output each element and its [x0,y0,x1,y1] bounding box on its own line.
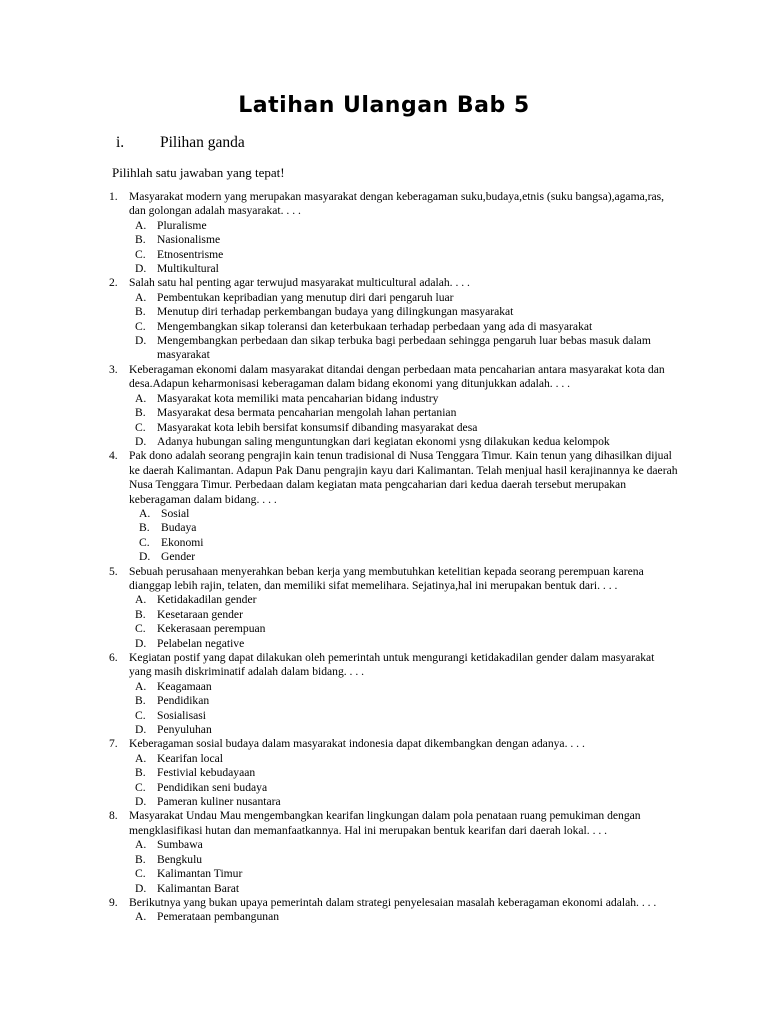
answer-option [129,593,678,607]
answer-option [129,262,678,276]
option-letter: A. [135,751,147,765]
option-text: Masyarakat kota lebih bersifat konsumsif dibanding masyarakat desa [157,420,478,434]
option-text: Masyarakat kota memiliki mata pencaharian bidang industry [157,391,439,405]
option-letter: B. [135,406,146,420]
option-text: Pendidikan seni budaya [157,780,268,794]
answer-option [129,421,678,435]
option-text: Menutup diri terhadap perkembangan budaya yang dilingkungan masyarakat [157,305,514,319]
option-text: Sosial [161,506,190,520]
option-text: Etnosentrisme [157,247,224,261]
option-letter: D. [135,334,147,348]
answer-options [129,219,678,277]
question-item [0,651,768,737]
option-letter: C. [139,535,150,549]
answer-option [129,305,678,319]
answer-option [129,709,678,723]
option-text: Mengembangkan perbedaan dan sikap terbuka bagi perbedaan sehingga pengaruh luar bebas masuk dalam masyarakat [157,334,651,362]
question-text: Masyarakat Undau Mau mengembangkan kearifan lingkungan dalam pola penataan ruang pemukiman dengan mengklasifikasi hutan dan memanfaatkannya. Hal ini merupakan bentuk kearifan dari daerah lokal. . . . [129,809,641,837]
answer-option [129,291,678,305]
option-text: Bengkulu [157,852,203,866]
question-item [0,449,768,564]
answer-option [129,608,678,622]
answer-option [129,680,678,694]
question-text: Salah satu hal penting agar terwujud masyarakat multicultural adalah. . . . [129,276,470,290]
answer-options [129,680,678,738]
option-letter: D. [135,262,147,276]
question-item [0,276,768,362]
option-text: Festivial kebudayaan [157,766,256,780]
question-number: 2. [109,276,118,290]
question-item [0,896,768,925]
answer-option [129,882,678,896]
answer-option [129,637,678,651]
option-text: Mengembangkan sikap toleransi dan keterbukaan terhadap perbedaan yang ada di masyarakat [157,319,593,333]
answer-option [129,867,678,881]
answer-option [129,248,678,262]
answer-option [129,838,678,852]
answer-options [129,291,678,363]
option-text: Pelabelan negative [157,636,245,650]
question-item [0,363,768,449]
option-text: Nasionalisme [157,233,221,247]
answer-option [129,233,678,247]
section-heading [116,134,245,152]
answer-option [129,622,678,636]
option-text: Pluralisme [157,218,207,232]
question-item [0,190,768,276]
question-number: 8. [109,809,118,823]
answer-option [129,406,678,420]
option-letter: D. [135,881,147,895]
option-text: Sosialisasi [157,708,206,722]
answer-options [129,910,678,924]
question-text: Kegiatan postif yang dapat dilakukan oleh pemerintah untuk mengurangi ketidakadilan gender dalam masyarakat yang masih diskriminatif adalah dalam bidang. . . . [129,651,655,679]
question-text: Berikutnya yang bukan upaya pemerintah dalam strategi penyelesaian masalah keberagaman ekonomi adalah. . . . [129,895,657,909]
answer-options [129,838,678,896]
answer-options [129,507,678,565]
question-item [0,565,768,651]
answer-option [129,550,678,564]
answer-option [129,392,678,406]
question-number: 9. [109,895,118,909]
answer-option [129,334,678,363]
option-letter: D. [135,636,147,650]
section-label: Pilihan ganda [160,134,245,151]
section-number: i. [116,134,125,151]
option-letter: B. [135,233,146,247]
answer-option [129,694,678,708]
option-letter: C. [135,708,146,722]
question-list [0,190,768,925]
option-text: Ketidakadilan gender [157,593,257,607]
option-text: Kearifan local [157,751,223,765]
answer-option [129,320,678,334]
question-text: Sebuah perusahaan menyerahkan beban kerja yang membutuhkan ketelitian kepada seorang perempuan karena dianggap lebih rajin, telaten, dan memiliki sifat memelihara. Sejatinya,hal ini merupakan bentuk dari. . . . [129,564,644,592]
question-item [0,737,768,809]
question-number: 1. [109,190,118,203]
instruction-text: Pilihlah satu jawaban yang tepat! [112,165,285,180]
answer-option [129,766,678,780]
option-letter: D. [135,795,147,809]
answer-options [129,593,678,651]
option-letter: C. [135,780,146,794]
option-letter: B. [139,521,150,535]
option-text: Kalimantan Timur [157,867,243,881]
option-letter: A. [135,838,147,852]
option-text: Pemerataan pembangunan [157,910,280,924]
question-text: Keberagaman ekonomi dalam masyarakat ditandai dengan perbedaan mata pencaharian antara masyarakat kota dan desa.Adapun keharmonisasi keberagaman dalam bidang ekonomi yang ditunjukkan adalah. . . . [129,362,665,391]
question-number: 5. [109,564,118,578]
option-letter: D. [135,723,147,737]
option-letter: C. [135,622,146,636]
option-letter: C. [135,319,146,333]
option-text: Keagamaan [157,679,212,693]
option-text: Budaya [161,521,197,535]
answer-option [129,521,678,535]
option-letter: A. [135,391,147,405]
answer-option [129,752,678,766]
option-text: Multikultural [157,262,219,276]
question-number: 6. [109,651,118,664]
option-letter: D. [135,434,147,448]
question-text: Masyarakat modern yang merupakan masyarakat dengan keberagaman suku,budaya,etnis (suku bangsa),agama,ras, dan golongan adalah masyarakat. . . . [129,190,665,218]
option-text: Kekerasaan perempuan [157,622,266,636]
option-letter: A. [135,593,147,607]
answer-option [129,536,678,550]
option-text: Penyuluhan [157,723,212,737]
option-letter: A. [135,218,147,232]
answer-option [129,219,678,233]
option-text: Pendidikan [157,694,210,708]
answer-option [129,723,678,737]
option-text: Pameran kuliner nusantara [157,795,281,809]
option-letter: A. [139,506,151,520]
option-text: Kalimantan Barat [157,881,240,895]
question-number: 7. [109,737,118,751]
answer-options [129,392,678,450]
option-text: Ekonomi [161,535,204,549]
option-letter: C. [135,420,146,434]
option-letter: B. [135,607,146,621]
answer-option [129,781,678,795]
option-text: Masyarakat desa bermata pencaharian mengolah lahan pertanian [157,406,457,420]
page-title: Latihan Ulangan Bab 5 [238,93,530,118]
option-text: Kesetaraan gender [157,607,243,621]
option-letter: B. [135,852,146,866]
question-number: 3. [109,362,118,376]
option-text: Sumbawa [157,838,203,852]
question-text: Pak dono adalah seorang pengrajin kain tenun tradisional di Nusa Tenggara Timur. Kain tenun yang dihasilkan dijual ke daerah Kalimantan. Adapun Pak Danu pengrajin kayu dari Kalimantan. Telah menjual hasil kerajinannya ke daerah Nusa Tenggara Timur. Perbedaan dalam kegiatan mata pengcaharian dari kedua daerah tersebut merupakan keberagaman dalam bidang. . . . [129,449,678,506]
question-text: Keberagaman sosial budaya dalam masyarakat indonesia dapat dikembangkan dengan adanya. . . . [129,737,585,751]
option-letter: B. [135,766,146,780]
option-letter: A. [135,290,147,304]
question-number: 4. [109,449,118,463]
answer-option [129,853,678,867]
question-item [0,809,768,895]
option-letter: C. [135,867,146,881]
option-text: Pembentukan kepribadian yang menutup diri dari pengaruh luar [157,290,454,304]
option-text: Adanya hubungan saling menguntungkan dari kegiatan ekonomi ysng dilakukan kedua kelompok [157,434,610,448]
option-letter: C. [135,247,146,261]
option-letter: D. [139,550,151,564]
option-text: Gender [161,550,196,564]
answer-option [129,435,678,449]
option-letter: A. [135,679,147,693]
option-letter: B. [135,694,146,708]
answer-option [129,910,678,924]
answer-option [129,795,678,809]
option-letter: A. [135,910,147,924]
answer-option [129,507,678,521]
answer-options [129,752,678,810]
option-letter: B. [135,305,146,319]
